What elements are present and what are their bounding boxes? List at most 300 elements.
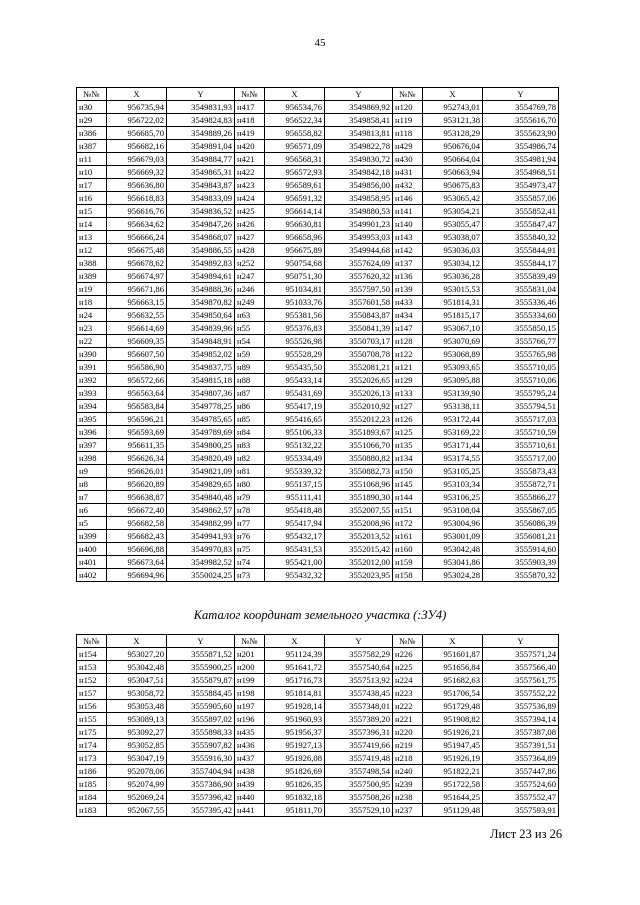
y-coordinate-cell: 3555884,45 xyxy=(167,687,235,700)
y-coordinate-cell: 3552026,13 xyxy=(325,387,393,400)
point-id-cell: н240 xyxy=(393,765,423,778)
point-id-cell: н151 xyxy=(393,504,423,517)
point-id-cell: н421 xyxy=(235,153,265,166)
x-coordinate-cell: 953089,13 xyxy=(107,713,167,726)
x-coordinate-cell: 955111,41 xyxy=(265,491,325,504)
point-id-cell: н426 xyxy=(235,218,265,231)
y-coordinate-cell: 3551893,67 xyxy=(325,426,393,439)
x-coordinate-cell: 950664,04 xyxy=(423,153,483,166)
table-row xyxy=(77,491,559,504)
x-coordinate-cell: 955381,56 xyxy=(265,309,325,322)
x-coordinate-cell: 955432,17 xyxy=(265,530,325,543)
x-coordinate-cell: 951656,84 xyxy=(423,661,483,674)
point-id-cell: н133 xyxy=(393,387,423,400)
x-coordinate-cell: 956675,89 xyxy=(265,244,325,257)
x-coordinate-cell: 950663,94 xyxy=(423,166,483,179)
x-coordinate-cell: 956572,93 xyxy=(265,166,325,179)
y-coordinate-cell: 3555840,32 xyxy=(483,231,559,244)
point-id-cell: н400 xyxy=(77,543,107,556)
y-coordinate-cell: 3549892,83 xyxy=(167,257,235,270)
x-coordinate-cell: 955334,49 xyxy=(265,452,325,465)
point-id-cell: н127 xyxy=(393,400,423,413)
point-id-cell: н418 xyxy=(235,114,265,127)
y-coordinate-cell: 3557395,42 xyxy=(167,804,235,817)
point-id-cell: н174 xyxy=(77,739,107,752)
point-id-cell: н239 xyxy=(393,778,423,791)
x-coordinate-cell: 953027,20 xyxy=(107,648,167,661)
table-body xyxy=(77,648,559,817)
x-coordinate-cell: 953106,25 xyxy=(423,491,483,504)
point-id-cell: н402 xyxy=(77,569,107,582)
x-coordinate-cell: 951124,39 xyxy=(265,648,325,661)
y-coordinate-cell: 3557552,22 xyxy=(483,687,559,700)
point-id-cell: н423 xyxy=(235,179,265,192)
point-id-cell: н55 xyxy=(235,322,265,335)
column-header: №№ xyxy=(77,635,107,648)
y-coordinate-cell: 3554769,78 xyxy=(483,101,559,114)
x-coordinate-cell: 955137,15 xyxy=(265,478,325,491)
point-id-cell: н172 xyxy=(393,517,423,530)
table-row xyxy=(77,569,559,582)
x-coordinate-cell: 953052,85 xyxy=(107,739,167,752)
point-id-cell: н433 xyxy=(393,296,423,309)
point-id-cell: н12 xyxy=(77,244,107,257)
table-row xyxy=(77,140,559,153)
x-coordinate-cell: 953068,89 xyxy=(423,348,483,361)
point-id-cell: н399 xyxy=(77,530,107,543)
column-header: Y xyxy=(167,635,235,648)
table-row xyxy=(77,556,559,569)
point-id-cell: н225 xyxy=(393,661,423,674)
y-coordinate-cell: 3549944,68 xyxy=(325,244,393,257)
point-id-cell: н128 xyxy=(393,335,423,348)
y-coordinate-cell: 3555710,05 xyxy=(483,361,559,374)
x-coordinate-cell: 951927,13 xyxy=(265,739,325,752)
y-coordinate-cell: 3555710,59 xyxy=(483,426,559,439)
x-coordinate-cell: 955526,98 xyxy=(265,335,325,348)
y-coordinate-cell: 3555766,77 xyxy=(483,335,559,348)
y-coordinate-cell: 3549970,83 xyxy=(167,543,235,556)
x-coordinate-cell: 953036,28 xyxy=(423,270,483,283)
y-coordinate-cell: 3550703,17 xyxy=(325,335,393,348)
point-id-cell: н440 xyxy=(235,791,265,804)
point-id-cell: н134 xyxy=(393,452,423,465)
point-id-cell: н199 xyxy=(235,674,265,687)
y-coordinate-cell: 3549848,91 xyxy=(167,335,235,348)
x-coordinate-cell: 956568,31 xyxy=(265,153,325,166)
y-coordinate-cell: 3549868,07 xyxy=(167,231,235,244)
table-row xyxy=(77,426,559,439)
y-coordinate-cell: 3557561,75 xyxy=(483,674,559,687)
table-row xyxy=(77,478,559,491)
x-coordinate-cell: 956666,24 xyxy=(107,231,167,244)
point-id-cell: н15 xyxy=(77,205,107,218)
y-coordinate-cell: 3549894,61 xyxy=(167,270,235,283)
y-coordinate-cell: 3557571,24 xyxy=(483,648,559,661)
x-coordinate-cell: 956672,40 xyxy=(107,504,167,517)
y-coordinate-cell: 3549869,92 xyxy=(325,101,393,114)
table-row xyxy=(77,465,559,478)
point-id-cell: н393 xyxy=(77,387,107,400)
y-coordinate-cell: 3549843,87 xyxy=(167,179,235,192)
table-row xyxy=(77,309,559,322)
table-row xyxy=(77,661,559,674)
y-coordinate-cell: 3557601,58 xyxy=(325,296,393,309)
point-id-cell: н219 xyxy=(393,739,423,752)
y-coordinate-cell: 3557396,42 xyxy=(167,791,235,804)
x-coordinate-cell: 956593,69 xyxy=(107,426,167,439)
point-id-cell: н390 xyxy=(77,348,107,361)
x-coordinate-cell: 956678,62 xyxy=(107,257,167,270)
y-coordinate-cell: 3557582,29 xyxy=(325,648,393,661)
x-coordinate-cell: 955528,29 xyxy=(265,348,325,361)
point-id-cell: н11 xyxy=(77,153,107,166)
y-coordinate-cell: 3554981,94 xyxy=(483,153,559,166)
y-coordinate-cell: 3555907,82 xyxy=(167,739,235,752)
x-coordinate-cell: 956626,34 xyxy=(107,452,167,465)
point-id-cell: н84 xyxy=(235,426,265,439)
y-coordinate-cell: 3551890,30 xyxy=(325,491,393,504)
y-coordinate-cell: 3557386,90 xyxy=(167,778,235,791)
y-coordinate-cell: 3556081,21 xyxy=(483,530,559,543)
page-number: 45 xyxy=(314,37,326,49)
y-coordinate-cell: 3556086,39 xyxy=(483,517,559,530)
y-coordinate-cell: 3552007,55 xyxy=(325,504,393,517)
y-coordinate-cell: 3557364,89 xyxy=(483,752,559,765)
x-coordinate-cell: 951716,73 xyxy=(265,674,325,687)
table-row xyxy=(77,648,559,661)
point-id-cell: н183 xyxy=(77,804,107,817)
x-coordinate-cell: 956671,86 xyxy=(107,283,167,296)
point-id-cell: н422 xyxy=(235,166,265,179)
point-id-cell: н425 xyxy=(235,205,265,218)
table-row xyxy=(77,205,559,218)
point-id-cell: н388 xyxy=(77,257,107,270)
y-coordinate-cell: 3555616,70 xyxy=(483,114,559,127)
point-id-cell: н75 xyxy=(235,543,265,556)
y-coordinate-cell: 3555852,41 xyxy=(483,205,559,218)
point-id-cell: н252 xyxy=(235,257,265,270)
point-id-cell: н430 xyxy=(393,153,423,166)
x-coordinate-cell: 951644,25 xyxy=(423,791,483,804)
x-coordinate-cell: 956586,90 xyxy=(107,361,167,374)
point-id-cell: н77 xyxy=(235,517,265,530)
point-id-cell: н6 xyxy=(77,504,107,517)
point-id-cell: н153 xyxy=(77,661,107,674)
point-id-cell: н88 xyxy=(235,374,265,387)
table-row xyxy=(77,752,559,765)
point-id-cell: н135 xyxy=(393,439,423,452)
point-id-cell: н394 xyxy=(77,400,107,413)
x-coordinate-cell: 956571,09 xyxy=(265,140,325,153)
y-coordinate-cell: 3550024,25 xyxy=(167,569,235,582)
x-coordinate-cell: 956735,94 xyxy=(107,101,167,114)
x-coordinate-cell: 956572,66 xyxy=(107,374,167,387)
y-coordinate-cell: 3549842,18 xyxy=(325,166,393,179)
x-coordinate-cell: 953105,25 xyxy=(423,465,483,478)
point-id-cell: н85 xyxy=(235,413,265,426)
point-id-cell: н78 xyxy=(235,504,265,517)
y-coordinate-cell: 3549858,95 xyxy=(325,192,393,205)
x-coordinate-cell: 953108,04 xyxy=(423,504,483,517)
coordinates-table-2 xyxy=(76,634,559,817)
column-header: №№ xyxy=(77,88,107,101)
x-coordinate-cell: 952069,24 xyxy=(107,791,167,804)
x-coordinate-cell: 952743,01 xyxy=(423,101,483,114)
y-coordinate-cell: 3557447,86 xyxy=(483,765,559,778)
column-header: №№ xyxy=(393,88,423,101)
x-coordinate-cell: 955421,00 xyxy=(265,556,325,569)
point-id-cell: н437 xyxy=(235,752,265,765)
x-coordinate-cell: 951926,21 xyxy=(423,726,483,739)
y-coordinate-cell: 3549833,09 xyxy=(167,192,235,205)
column-header: X xyxy=(265,88,325,101)
y-coordinate-cell: 3549941,93 xyxy=(167,530,235,543)
x-coordinate-cell: 953093,65 xyxy=(423,361,483,374)
point-id-cell: н221 xyxy=(393,713,423,726)
table-row xyxy=(77,322,559,335)
point-id-cell: н73 xyxy=(235,569,265,582)
y-coordinate-cell: 3555870,32 xyxy=(483,569,559,582)
y-coordinate-cell: 3550841,39 xyxy=(325,322,393,335)
point-id-cell: н155 xyxy=(77,713,107,726)
x-coordinate-cell: 951706,54 xyxy=(423,687,483,700)
x-coordinate-cell: 953041,86 xyxy=(423,556,483,569)
y-coordinate-cell: 3555914,60 xyxy=(483,543,559,556)
y-coordinate-cell: 3555847,47 xyxy=(483,218,559,231)
y-coordinate-cell: 3549886,55 xyxy=(167,244,235,257)
x-coordinate-cell: 955339,32 xyxy=(265,465,325,478)
x-coordinate-cell: 956696,88 xyxy=(107,543,167,556)
x-coordinate-cell: 953067,10 xyxy=(423,322,483,335)
table-row xyxy=(77,439,559,452)
table-row xyxy=(77,231,559,244)
point-id-cell: н438 xyxy=(235,765,265,778)
column-header: Y xyxy=(325,88,393,101)
y-coordinate-cell: 3557387,08 xyxy=(483,726,559,739)
point-id-cell: н82 xyxy=(235,452,265,465)
point-id-cell: н186 xyxy=(77,765,107,778)
point-id-cell: н185 xyxy=(77,778,107,791)
x-coordinate-cell: 951928,14 xyxy=(265,700,325,713)
y-coordinate-cell: 3552012,23 xyxy=(325,413,393,426)
table-row xyxy=(77,400,559,413)
point-id-cell: н435 xyxy=(235,726,265,739)
y-coordinate-cell: 3557419,48 xyxy=(325,752,393,765)
x-coordinate-cell: 956675,48 xyxy=(107,244,167,257)
table-row xyxy=(77,713,559,726)
point-id-cell: н119 xyxy=(393,114,423,127)
y-coordinate-cell: 3549829,65 xyxy=(167,478,235,491)
point-id-cell: н175 xyxy=(77,726,107,739)
table-row xyxy=(77,257,559,270)
point-id-cell: н141 xyxy=(393,205,423,218)
table-header-row xyxy=(77,635,559,648)
column-header: X xyxy=(423,635,483,648)
table-row xyxy=(77,726,559,739)
x-coordinate-cell: 955376,83 xyxy=(265,322,325,335)
y-coordinate-cell: 3555905,60 xyxy=(167,700,235,713)
x-coordinate-cell: 956614,69 xyxy=(107,322,167,335)
y-coordinate-cell: 3551068,96 xyxy=(325,478,393,491)
point-id-cell: н30 xyxy=(77,101,107,114)
point-id-cell: н89 xyxy=(235,361,265,374)
point-id-cell: н397 xyxy=(77,439,107,452)
table-row xyxy=(77,179,559,192)
y-coordinate-cell: 3549815,18 xyxy=(167,374,235,387)
point-id-cell: н17 xyxy=(77,179,107,192)
y-coordinate-cell: 3555850,15 xyxy=(483,322,559,335)
y-coordinate-cell: 3555900,25 xyxy=(167,661,235,674)
table-row xyxy=(77,765,559,778)
y-coordinate-cell: 3555873,43 xyxy=(483,465,559,478)
y-coordinate-cell: 3549813,81 xyxy=(325,127,393,140)
y-coordinate-cell: 3549778,25 xyxy=(167,400,235,413)
table-row xyxy=(77,387,559,400)
point-id-cell: н387 xyxy=(77,140,107,153)
y-coordinate-cell: 3549856,00 xyxy=(325,179,393,192)
coordinates-table-1 xyxy=(76,87,559,582)
y-coordinate-cell: 3557566,40 xyxy=(483,661,559,674)
point-id-cell: н80 xyxy=(235,478,265,491)
point-id-cell: н196 xyxy=(235,713,265,726)
x-coordinate-cell: 951956,37 xyxy=(265,726,325,739)
x-coordinate-cell: 953047,51 xyxy=(107,674,167,687)
point-id-cell: н197 xyxy=(235,700,265,713)
y-coordinate-cell: 3552015,42 xyxy=(325,543,393,556)
point-id-cell: н122 xyxy=(393,348,423,361)
x-coordinate-cell: 951832,18 xyxy=(265,791,325,804)
y-coordinate-cell: 3549836,52 xyxy=(167,205,235,218)
column-header: X xyxy=(423,88,483,101)
point-id-cell: н79 xyxy=(235,491,265,504)
x-coordinate-cell: 951826,69 xyxy=(265,765,325,778)
y-coordinate-cell: 3555879,87 xyxy=(167,674,235,687)
y-coordinate-cell: 3549789,69 xyxy=(167,426,235,439)
x-coordinate-cell: 956558,82 xyxy=(265,127,325,140)
point-id-cell: н13 xyxy=(77,231,107,244)
y-coordinate-cell: 3549889,26 xyxy=(167,127,235,140)
x-coordinate-cell: 951033,76 xyxy=(265,296,325,309)
y-coordinate-cell: 3549880,53 xyxy=(325,205,393,218)
y-coordinate-cell: 3549850,64 xyxy=(167,309,235,322)
x-coordinate-cell: 955416,65 xyxy=(265,413,325,426)
x-coordinate-cell: 952067,55 xyxy=(107,804,167,817)
x-coordinate-cell: 953038,07 xyxy=(423,231,483,244)
point-id-cell: н126 xyxy=(393,413,423,426)
table-row xyxy=(77,530,559,543)
column-header: №№ xyxy=(235,635,265,648)
x-coordinate-cell: 955435,50 xyxy=(265,361,325,374)
table-row xyxy=(77,361,559,374)
x-coordinate-cell: 953128,29 xyxy=(423,127,483,140)
y-coordinate-cell: 3557500,95 xyxy=(325,778,393,791)
point-id-cell: н59 xyxy=(235,348,265,361)
point-id-cell: н434 xyxy=(393,309,423,322)
point-id-cell: н18 xyxy=(77,296,107,309)
x-coordinate-cell: 951822,21 xyxy=(423,765,483,778)
point-id-cell: н417 xyxy=(235,101,265,114)
table-row xyxy=(77,674,559,687)
point-id-cell: н436 xyxy=(235,739,265,752)
point-id-cell: н391 xyxy=(77,361,107,374)
y-coordinate-cell: 3554968,51 xyxy=(483,166,559,179)
y-coordinate-cell: 3555717,00 xyxy=(483,452,559,465)
x-coordinate-cell: 951926,08 xyxy=(265,752,325,765)
y-coordinate-cell: 3557536,89 xyxy=(483,700,559,713)
point-id-cell: н156 xyxy=(77,700,107,713)
table-row xyxy=(77,335,559,348)
point-id-cell: н396 xyxy=(77,426,107,439)
point-id-cell: н429 xyxy=(393,140,423,153)
x-coordinate-cell: 956630,81 xyxy=(265,218,325,231)
point-id-cell: н139 xyxy=(393,283,423,296)
x-coordinate-cell: 953103,34 xyxy=(423,478,483,491)
point-id-cell: н157 xyxy=(77,687,107,700)
point-id-cell: н150 xyxy=(393,465,423,478)
x-coordinate-cell: 951729,48 xyxy=(423,700,483,713)
point-id-cell: н120 xyxy=(393,101,423,114)
x-coordinate-cell: 956634,62 xyxy=(107,218,167,231)
y-coordinate-cell: 3549862,57 xyxy=(167,504,235,517)
table-row xyxy=(77,166,559,179)
column-header: Y xyxy=(483,635,559,648)
y-coordinate-cell: 3549785,65 xyxy=(167,413,235,426)
y-coordinate-cell: 3549800,25 xyxy=(167,439,235,452)
y-coordinate-cell: 3549884,77 xyxy=(167,153,235,166)
point-id-cell: н441 xyxy=(235,804,265,817)
x-coordinate-cell: 951815,17 xyxy=(423,309,483,322)
y-coordinate-cell: 3555857,06 xyxy=(483,192,559,205)
x-coordinate-cell: 951811,70 xyxy=(265,804,325,817)
point-id-cell: н246 xyxy=(235,283,265,296)
x-coordinate-cell: 956679,03 xyxy=(107,153,167,166)
x-coordinate-cell: 956685,70 xyxy=(107,127,167,140)
x-coordinate-cell: 951034,81 xyxy=(265,283,325,296)
x-coordinate-cell: 951960,93 xyxy=(265,713,325,726)
x-coordinate-cell: 953172,44 xyxy=(423,413,483,426)
x-coordinate-cell: 953034,12 xyxy=(423,257,483,270)
point-id-cell: н427 xyxy=(235,231,265,244)
y-coordinate-cell: 3557524,60 xyxy=(483,778,559,791)
x-coordinate-cell: 953015,53 xyxy=(423,283,483,296)
y-coordinate-cell: 3549839,96 xyxy=(167,322,235,335)
y-coordinate-cell: 3557419,66 xyxy=(325,739,393,752)
y-coordinate-cell: 3555871,52 xyxy=(167,648,235,661)
x-coordinate-cell: 956583,84 xyxy=(107,400,167,413)
x-coordinate-cell: 955417,19 xyxy=(265,400,325,413)
y-coordinate-cell: 3549901,23 xyxy=(325,218,393,231)
x-coordinate-cell: 956626,01 xyxy=(107,465,167,478)
point-id-cell: н29 xyxy=(77,114,107,127)
table-row xyxy=(77,687,559,700)
x-coordinate-cell: 955431,69 xyxy=(265,387,325,400)
point-id-cell: н222 xyxy=(393,700,423,713)
y-coordinate-cell: 3557624,09 xyxy=(325,257,393,270)
y-coordinate-cell: 3557391,51 xyxy=(483,739,559,752)
table-row xyxy=(77,101,559,114)
point-id-cell: н7 xyxy=(77,491,107,504)
point-id-cell: н86 xyxy=(235,400,265,413)
y-coordinate-cell: 3557508,26 xyxy=(325,791,393,804)
point-id-cell: н184 xyxy=(77,791,107,804)
y-coordinate-cell: 3557552,47 xyxy=(483,791,559,804)
y-coordinate-cell: 3549953,03 xyxy=(325,231,393,244)
point-id-cell: н8 xyxy=(77,478,107,491)
y-coordinate-cell: 3549840,48 xyxy=(167,491,235,504)
y-coordinate-cell: 3557438,45 xyxy=(325,687,393,700)
x-coordinate-cell: 956694,96 xyxy=(107,569,167,582)
